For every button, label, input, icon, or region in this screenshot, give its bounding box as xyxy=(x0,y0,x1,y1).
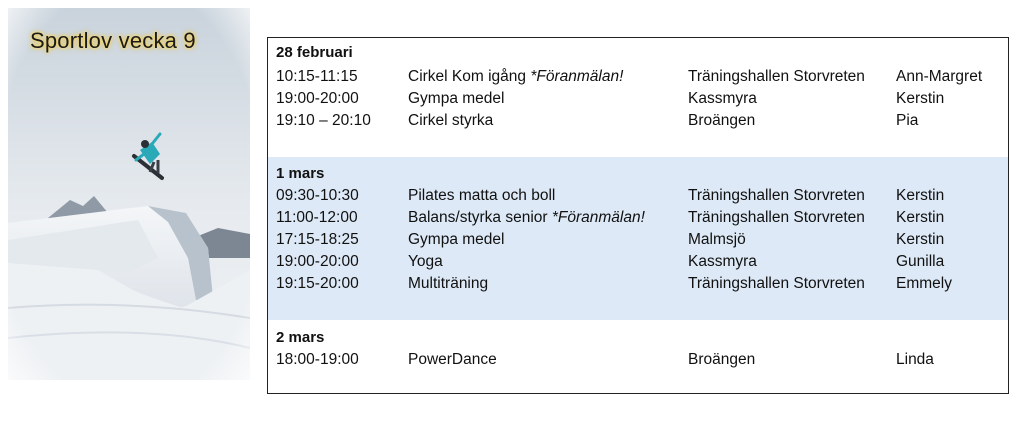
registration-note: *Föranmälan! xyxy=(530,68,624,85)
location-cell: Kassmyra xyxy=(688,253,757,270)
table-row xyxy=(268,349,1008,371)
time-cell: 19:00-20:00 xyxy=(276,90,359,107)
time-cell: 17:15-18:25 xyxy=(276,231,359,248)
table-row xyxy=(268,251,1008,273)
time-cell: 11:00-12:00 xyxy=(276,209,358,226)
leader-cell: Kerstin xyxy=(896,231,945,248)
table-row xyxy=(268,229,1008,251)
day-section xyxy=(268,38,1008,156)
day-heading: 1 mars xyxy=(276,165,325,182)
location-cell: Broängen xyxy=(688,112,756,129)
activity-cell: Cirkel Kom igång *Föranmälan! xyxy=(408,68,624,85)
leader-cell: Ann-Margret xyxy=(896,68,983,85)
activity-cell: Multiträning xyxy=(408,275,489,292)
location-cell: Broängen xyxy=(688,351,756,368)
table-row xyxy=(268,185,1008,207)
activity-cell: Cirkel styrka xyxy=(408,112,494,129)
snowboard-photo xyxy=(8,8,250,380)
table-row xyxy=(268,88,1008,110)
location-cell: Träningshallen Storvreten xyxy=(688,209,865,226)
day-heading: 2 mars xyxy=(276,329,325,346)
location-cell: Träningshallen Storvreten xyxy=(688,68,865,85)
time-cell: 18:00-19:00 xyxy=(276,351,359,368)
leader-cell: Pia xyxy=(896,112,919,129)
leader-cell: Linda xyxy=(896,351,934,368)
leader-cell: Emmely xyxy=(896,275,952,292)
activity-cell: Pilates matta och boll xyxy=(408,187,556,204)
table-row xyxy=(268,110,1008,132)
leader-cell: Kerstin xyxy=(896,187,945,204)
activity-cell: Balans/styrka senior *Föranmälan! xyxy=(408,209,645,226)
page-title: Sportlov vecka 9 xyxy=(30,28,196,53)
activity-cell: PowerDance xyxy=(408,351,497,368)
table-row xyxy=(268,207,1008,229)
time-cell: 09:30-10:30 xyxy=(276,187,359,204)
time-cell: 10:15-11:15 xyxy=(276,68,358,85)
location-cell: Träningshallen Storvreten xyxy=(688,275,865,292)
snowboard-illustration xyxy=(8,8,250,380)
activity-cell: Gympa medel xyxy=(408,90,505,107)
registration-note: *Föranmälan! xyxy=(551,209,645,226)
location-cell: Malmsjö xyxy=(688,231,746,248)
day-section xyxy=(268,157,1008,320)
leader-cell: Kerstin xyxy=(896,90,945,107)
activity-cell: Gympa medel xyxy=(408,231,505,248)
leader-cell: Kerstin xyxy=(896,209,945,226)
location-cell: Träningshallen Storvreten xyxy=(688,187,865,204)
time-cell: 19:10 – 20:10 xyxy=(276,112,371,129)
schedule-table xyxy=(267,37,1009,394)
table-row xyxy=(268,66,1008,88)
table-row xyxy=(268,273,1008,295)
activity-cell: Yoga xyxy=(408,253,443,270)
day-section xyxy=(268,321,1008,393)
day-heading: 28 februari xyxy=(276,44,353,61)
leader-cell: Gunilla xyxy=(896,253,945,270)
location-cell: Kassmyra xyxy=(688,90,757,107)
time-cell: 19:15-20:00 xyxy=(276,275,359,292)
time-cell: 19:00-20:00 xyxy=(276,253,359,270)
